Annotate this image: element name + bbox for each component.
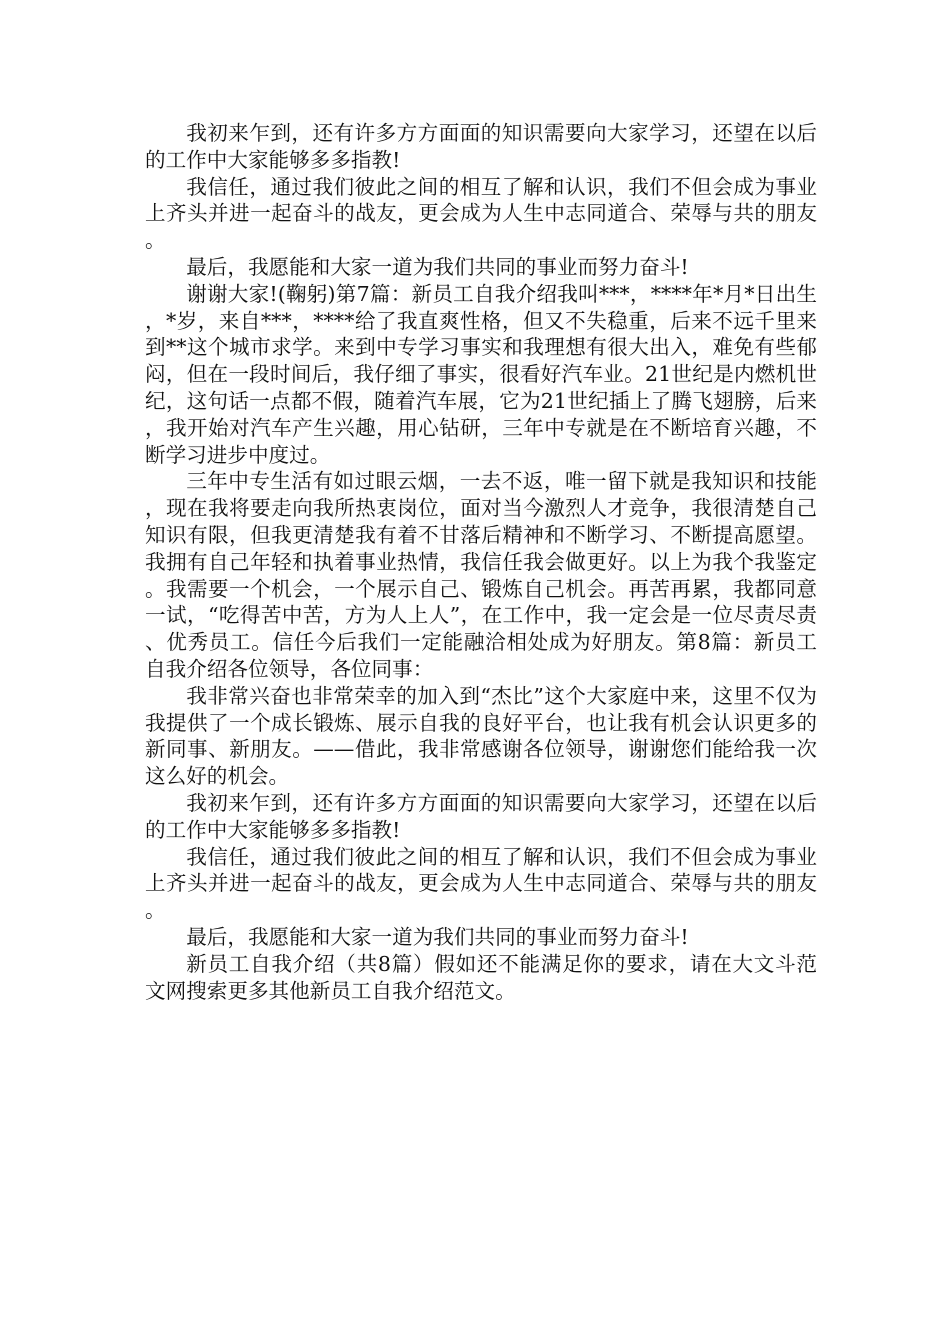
paragraph-10: 新员工自我介绍（共8篇）假如还不能满足你的要求，请在大文斗范文网搜索更多其他新员工自我介绍范文。 — [145, 951, 817, 1003]
paragraph-9: 最后，我愿能和大家一道为我们共同的事业而努力奋斗! — [186, 924, 689, 949]
paragraph-1: 我初来乍到，还有许多方方面面的知识需要向大家学习，还望在以后的工作中大家能够多多指教! — [145, 121, 817, 172]
paragraph-5: 三年中专生活有如过眼云烟，一去不返，唯一留下就是我知识和技能，现在我将要走向我所热衷岗位，面对当今激烈人才竞争，我很清楚自己知识有限，但我更清楚我有着不甘落后精神和不断学习、不断提高愿望。我拥有自己年轻和执着事业热情，我信任我会做更好。以上为我个我鉴定。我需要一个机会，一个展示自己、锻炼自己机会。再苦再累，我都同意一试，“吃得苦中苦，方为人上人”，在工作中，我一定会是一位尽责尽责、优秀员工。信任今后我们一定能融洽相处成为好朋友。第8篇：新员工自我介绍各位领导，各位同事： — [145, 469, 817, 681]
document-body — [145, 120, 817, 1004]
paragraph-3: 最后，我愿能和大家一道为我们共同的事业而努力奋斗! — [186, 254, 689, 279]
paragraph-4: 谢谢大家!(鞠躬)第7篇：新员工自我介绍我叫***，****年*月*日出生，*岁，来自***，****给了我直爽性格，但又不失稳重，后来不远千里来到**这个城市求学。来到中专学习事实和我理想有很大出入，难免有些郁闷，但在一段时间后，我仔细了事实，很看好汽车业。21世纪是内燃机世纪，这句话一点都不假，随着汽车展，它为21世纪插上了腾飞翅膀，后来，我开始对汽车产生兴趣，用心钻研，三年中专就是在不断培育兴趣，不断学习进步中度过。 — [145, 281, 817, 467]
paragraph-6: 我非常兴奋也非常荣幸的加入到“杰比”这个大家庭中来，这里不仅为我提供了一个成长锻炼、展示自我的良好平台，也让我有机会认识更多的新同事、新朋友。——借此，我非常感谢各位领导，谢谢您们能给我一次这么好的机会。 — [145, 683, 817, 789]
paragraph-2: 我信任，通过我们彼此之间的相互了解和认识，我们不但会成为事业上齐头并进一起奋斗的战友，更会成为人生中志同道合、荣辱与共的朋友。 — [145, 174, 817, 253]
paragraph-7: 我初来乍到，还有许多方方面面的知识需要向大家学习，还望在以后的工作中大家能够多多指教! — [145, 790, 817, 842]
paragraph-8: 我信任，通过我们彼此之间的相互了解和认识，我们不但会成为事业上齐头并进一起奋斗的战友，更会成为人生中志同道合、荣辱与共的朋友。 — [145, 844, 817, 923]
